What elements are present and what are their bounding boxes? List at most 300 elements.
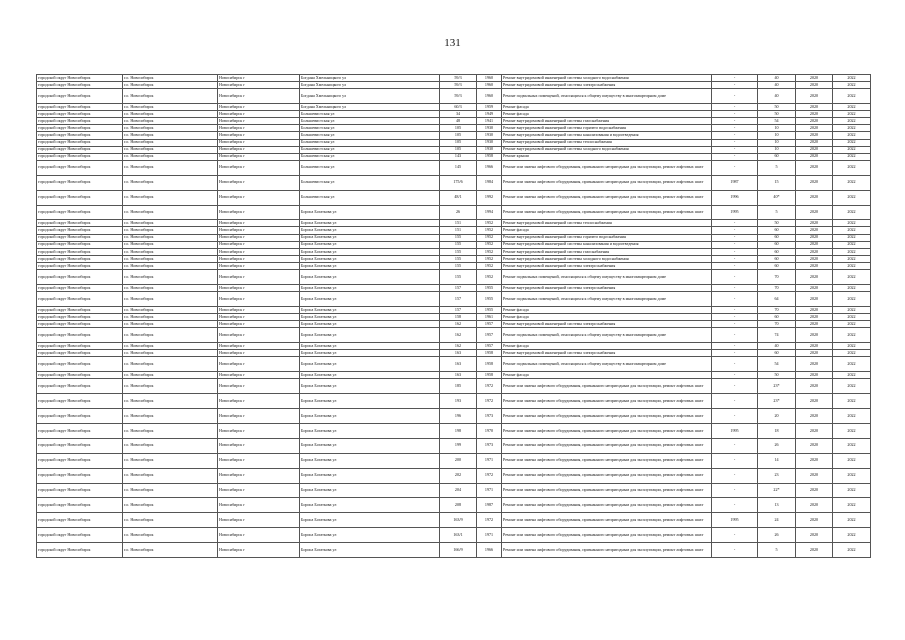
okrug-cell: г.о. Новосибирск: [123, 220, 218, 227]
city-cell: Новосибирск г: [218, 394, 300, 409]
plan-end-year-cell: 2022: [833, 513, 871, 528]
district-cell: городской округ Новосибирск: [37, 528, 123, 543]
table-row: [37, 139, 871, 146]
street-cell: Бориса Богаткова ул: [300, 314, 440, 321]
house-number-cell: 105: [440, 146, 477, 153]
district-cell: городской округ Новосибирск: [37, 379, 123, 394]
previous-repair-year-cell: 1987: [712, 175, 758, 190]
plan-start-year-cell: 2020: [796, 255, 833, 262]
house-number-cell: 185: [440, 379, 477, 394]
work-type-cell: Ремонт или замена лифтового оборудования, признанного непригодным для эксплуатации, ремонт лифтовых шахт: [502, 160, 712, 175]
table-row: [37, 255, 871, 262]
district-cell: городской округ Новосибирск: [37, 111, 123, 118]
street-cell: Бориса Богаткова ул: [300, 248, 440, 255]
build-year-cell: 1972: [477, 394, 502, 409]
table-row: [37, 328, 871, 343]
city-cell: Новосибирск г: [218, 543, 300, 558]
okrug-cell: г.о. Новосибирск: [123, 379, 218, 394]
work-type-cell: Ремонт или замена лифтового оборудования, признанного непригодным для эксплуатации, ремонт лифтовых шахт: [502, 453, 712, 468]
table-row: [37, 190, 871, 205]
build-year-cell: 1957: [477, 343, 502, 350]
house-number-cell: 59/3: [440, 75, 477, 82]
street-cell: Бориса Богаткова ул: [300, 483, 440, 498]
city-cell: Новосибирск г: [218, 139, 300, 146]
city-cell: Новосибирск г: [218, 227, 300, 234]
okrug-cell: г.о. Новосибирск: [123, 498, 218, 513]
street-cell: Бориса Богаткова ул: [300, 468, 440, 483]
build-year-cell: 1958: [477, 372, 502, 379]
plan-start-year-cell: 2020: [796, 453, 833, 468]
okrug-cell: г.о. Новосибирск: [123, 146, 218, 153]
street-cell: Бориса Богаткова ул: [300, 234, 440, 241]
house-number-cell: 60/3: [440, 104, 477, 111]
house-number-cell: 163/9: [440, 513, 477, 528]
okrug-cell: г.о. Новосибирск: [123, 132, 218, 139]
okrug-cell: г.о. Новосибирск: [123, 328, 218, 343]
work-type-cell: Ремонт крыши: [502, 153, 712, 160]
plan-end-year-cell: 2022: [833, 205, 871, 220]
table-row: [37, 343, 871, 350]
previous-repair-year-cell: -: [712, 132, 758, 139]
table-row: [37, 125, 871, 132]
plan-end-year-cell: 2022: [833, 234, 871, 241]
okrug-cell: г.о. Новосибирск: [123, 241, 218, 248]
plan-end-year-cell: 2022: [833, 241, 871, 248]
plan-end-year-cell: 2022: [833, 284, 871, 291]
okrug-cell: г.о. Новосибирск: [123, 350, 218, 357]
okrug-cell: г.о. Новосибирск: [123, 270, 218, 285]
wear-percent-cell: 60: [758, 153, 796, 160]
street-cell: Бориса Богаткова ул: [300, 379, 440, 394]
work-type-cell: Ремонт или замена лифтового оборудования, признанного непригодным для эксплуатации, ремонт лифтовых шахт: [502, 409, 712, 424]
table-row: [37, 205, 871, 220]
plan-end-year-cell: 2022: [833, 125, 871, 132]
okrug-cell: г.о. Новосибирск: [123, 248, 218, 255]
district-cell: городской округ Новосибирск: [37, 468, 123, 483]
table-row: [37, 104, 871, 111]
okrug-cell: г.о. Новосибирск: [123, 118, 218, 125]
district-cell: городской округ Новосибирск: [37, 438, 123, 453]
city-cell: Новосибирск г: [218, 82, 300, 89]
build-year-cell: 1952: [477, 220, 502, 227]
work-type-cell: Ремонт или замена лифтового оборудования, признанного непригодным для эксплуатации, ремонт лифтовых шахт: [502, 175, 712, 190]
previous-repair-year-cell: -: [712, 75, 758, 82]
previous-repair-year-cell: 1995: [712, 513, 758, 528]
city-cell: Новосибирск г: [218, 528, 300, 543]
previous-repair-year-cell: -: [712, 453, 758, 468]
previous-repair-year-cell: -: [712, 153, 758, 160]
previous-repair-year-cell: -: [712, 314, 758, 321]
plan-end-year-cell: 2022: [833, 139, 871, 146]
plan-end-year-cell: 2022: [833, 292, 871, 307]
district-cell: городской округ Новосибирск: [37, 357, 123, 372]
previous-repair-year-cell: -: [712, 89, 758, 104]
wear-percent-cell: 54: [758, 357, 796, 372]
wear-percent-cell: 70: [758, 284, 796, 291]
plan-end-year-cell: 2022: [833, 220, 871, 227]
previous-repair-year-cell: -: [712, 409, 758, 424]
street-cell: Бориса Богаткова ул: [300, 343, 440, 350]
plan-start-year-cell: 2020: [796, 350, 833, 357]
build-year-cell: 1958: [477, 153, 502, 160]
build-year-cell: 1961: [477, 314, 502, 321]
street-cell: Бориса Богаткова ул: [300, 372, 440, 379]
work-type-cell: Ремонт или замена лифтового оборудования, признанного непригодным для эксплуатации, ремонт лифтовых шахт: [502, 513, 712, 528]
work-type-cell: Ремонт фасада: [502, 314, 712, 321]
plan-start-year-cell: 2020: [796, 438, 833, 453]
district-cell: городской округ Новосибирск: [37, 75, 123, 82]
table-row: [37, 379, 871, 394]
house-number-cell: 151: [440, 220, 477, 227]
district-cell: городской округ Новосибирск: [37, 394, 123, 409]
plan-start-year-cell: 2020: [796, 104, 833, 111]
plan-end-year-cell: 2022: [833, 453, 871, 468]
okrug-cell: г.о. Новосибирск: [123, 438, 218, 453]
work-type-cell: Ремонт или замена лифтового оборудования, признанного непригодным для эксплуатации, ремонт лифтовых шахт: [502, 468, 712, 483]
plan-end-year-cell: 2022: [833, 248, 871, 255]
house-number-cell: 163: [440, 350, 477, 357]
build-year-cell: 1960: [477, 75, 502, 82]
wear-percent-cell: 26: [758, 438, 796, 453]
district-cell: городской округ Новосибирск: [37, 498, 123, 513]
district-cell: городской округ Новосибирск: [37, 423, 123, 438]
table-body: [37, 75, 871, 558]
street-cell: Большевистская ул: [300, 125, 440, 132]
city-cell: Новосибирск г: [218, 241, 300, 248]
plan-start-year-cell: 2020: [796, 89, 833, 104]
plan-start-year-cell: 2020: [796, 543, 833, 558]
plan-start-year-cell: 2020: [796, 175, 833, 190]
city-cell: Новосибирск г: [218, 111, 300, 118]
okrug-cell: г.о. Новосибирск: [123, 528, 218, 543]
city-cell: Новосибирск г: [218, 350, 300, 357]
build-year-cell: 1952: [477, 227, 502, 234]
table-row: [37, 89, 871, 104]
plan-end-year-cell: 2022: [833, 111, 871, 118]
city-cell: Новосибирск г: [218, 248, 300, 255]
okrug-cell: г.о. Новосибирск: [123, 125, 218, 132]
plan-start-year-cell: 2020: [796, 423, 833, 438]
district-cell: городской округ Новосибирск: [37, 328, 123, 343]
table-row: [37, 409, 871, 424]
okrug-cell: г.о. Новосибирск: [123, 227, 218, 234]
okrug-cell: г.о. Новосибирск: [123, 205, 218, 220]
table-row: [37, 423, 871, 438]
work-type-cell: Ремонт внутридомовой инженерной системы газоснабжения: [502, 118, 712, 125]
work-type-cell: Ремонт или замена лифтового оборудования, признанного непригодным для эксплуатации, ремонт лифтовых шахт: [502, 528, 712, 543]
district-cell: городской округ Новосибирск: [37, 248, 123, 255]
build-year-cell: 1994: [477, 205, 502, 220]
district-cell: городской округ Новосибирск: [37, 543, 123, 558]
district-cell: городской округ Новосибирск: [37, 284, 123, 291]
wear-percent-cell: 10: [758, 125, 796, 132]
build-year-cell: 1952: [477, 234, 502, 241]
previous-repair-year-cell: -: [712, 255, 758, 262]
wear-percent-cell: 13: [758, 498, 796, 513]
build-year-cell: 1992: [477, 190, 502, 205]
street-cell: Бориса Богаткова ул: [300, 528, 440, 543]
plan-start-year-cell: 2020: [796, 234, 833, 241]
previous-repair-year-cell: -: [712, 160, 758, 175]
city-cell: Новосибирск г: [218, 423, 300, 438]
city-cell: Новосибирск г: [218, 357, 300, 372]
plan-start-year-cell: 2020: [796, 483, 833, 498]
work-type-cell: Ремонт внутридомовой инженерной системы теплоснабжения: [502, 139, 712, 146]
wear-percent-cell: 40: [758, 75, 796, 82]
plan-start-year-cell: 2020: [796, 153, 833, 160]
plan-end-year-cell: 2022: [833, 89, 871, 104]
table-row: [37, 292, 871, 307]
district-cell: городской округ Новосибирск: [37, 241, 123, 248]
build-year-cell: 1971: [477, 528, 502, 543]
city-cell: Новосибирск г: [218, 438, 300, 453]
work-type-cell: Ремонт внутридомовой инженерной системы электроснабжения: [502, 262, 712, 269]
district-cell: городской округ Новосибирск: [37, 453, 123, 468]
work-type-cell: Ремонт внутридомовой инженерной системы канализования и водоотведения: [502, 241, 712, 248]
city-cell: Новосибирск г: [218, 132, 300, 139]
build-year-cell: 1930: [477, 139, 502, 146]
street-cell: Большевистская ул: [300, 111, 440, 118]
wear-percent-cell: 60: [758, 314, 796, 321]
table-row: [37, 357, 871, 372]
work-type-cell: Ремонт внутридомовой инженерной системы электроснабжения: [502, 350, 712, 357]
plan-start-year-cell: 2020: [796, 125, 833, 132]
plan-end-year-cell: 2022: [833, 104, 871, 111]
city-cell: Новосибирск г: [218, 513, 300, 528]
house-number-cell: 196: [440, 409, 477, 424]
district-cell: городской округ Новосибирск: [37, 262, 123, 269]
wear-percent-cell: 26: [758, 528, 796, 543]
plan-start-year-cell: 2020: [796, 372, 833, 379]
build-year-cell: 1955: [477, 306, 502, 313]
plan-start-year-cell: 2020: [796, 75, 833, 82]
plan-start-year-cell: 2020: [796, 306, 833, 313]
district-cell: городской округ Новосибирск: [37, 234, 123, 241]
build-year-cell: 1987: [477, 498, 502, 513]
house-number-cell: 193: [440, 394, 477, 409]
okrug-cell: г.о. Новосибирск: [123, 175, 218, 190]
plan-start-year-cell: 2020: [796, 321, 833, 328]
plan-start-year-cell: 2020: [796, 146, 833, 153]
house-number-cell: 151: [440, 227, 477, 234]
plan-start-year-cell: 2020: [796, 284, 833, 291]
work-type-cell: Ремонт внутридомовой инженерной системы электроснабжения: [502, 321, 712, 328]
city-cell: Новосибирск г: [218, 343, 300, 350]
house-number-cell: 163: [440, 372, 477, 379]
wear-percent-cell: 70: [758, 270, 796, 285]
district-cell: городской округ Новосибирск: [37, 409, 123, 424]
plan-end-year-cell: 2022: [833, 528, 871, 543]
street-cell: Бориса Богаткова ул: [300, 205, 440, 220]
plan-start-year-cell: 2020: [796, 160, 833, 175]
work-type-cell: Ремонт или замена лифтового оборудования, признанного непригодным для эксплуатации, ремонт лифтовых шахт: [502, 483, 712, 498]
plan-end-year-cell: 2022: [833, 350, 871, 357]
okrug-cell: г.о. Новосибирск: [123, 190, 218, 205]
city-cell: Новосибирск г: [218, 125, 300, 132]
okrug-cell: г.о. Новосибирск: [123, 104, 218, 111]
house-number-cell: 166/9: [440, 543, 477, 558]
wear-percent-cell: 60: [758, 234, 796, 241]
previous-repair-year-cell: -: [712, 350, 758, 357]
work-type-cell: Ремонт подвальных помещений, относящихся к общему имуществу в многоквартирном доме: [502, 357, 712, 372]
previous-repair-year-cell: 1996: [712, 190, 758, 205]
build-year-cell: 1960: [477, 89, 502, 104]
city-cell: Новосибирск г: [218, 160, 300, 175]
house-number-cell: 145: [440, 160, 477, 175]
city-cell: Новосибирск г: [218, 284, 300, 291]
plan-end-year-cell: 2022: [833, 543, 871, 558]
previous-repair-year-cell: -: [712, 227, 758, 234]
build-year-cell: 1930: [477, 132, 502, 139]
build-year-cell: 1957: [477, 328, 502, 343]
house-number-cell: 202: [440, 468, 477, 483]
wear-percent-cell: 23*: [758, 394, 796, 409]
previous-repair-year-cell: -: [712, 321, 758, 328]
street-cell: Бориса Богаткова ул: [300, 270, 440, 285]
house-number-cell: 143: [440, 153, 477, 160]
wear-percent-cell: 60: [758, 248, 796, 255]
wear-percent-cell: 40: [758, 82, 796, 89]
okrug-cell: г.о. Новосибирск: [123, 255, 218, 262]
table-row: [37, 132, 871, 139]
work-type-cell: Ремонт внутридомовой инженерной системы холодного водоснабжения: [502, 255, 712, 262]
city-cell: Новосибирск г: [218, 498, 300, 513]
district-cell: городской округ Новосибирск: [37, 227, 123, 234]
district-cell: городской округ Новосибирск: [37, 513, 123, 528]
okrug-cell: г.о. Новосибирск: [123, 321, 218, 328]
plan-start-year-cell: 2020: [796, 111, 833, 118]
work-type-cell: Ремонт внутридомовой инженерной системы канализования и водоотведения: [502, 132, 712, 139]
build-year-cell: 1970: [477, 423, 502, 438]
house-number-cell: 198: [440, 423, 477, 438]
city-cell: Новосибирск г: [218, 262, 300, 269]
wear-percent-cell: 24: [758, 513, 796, 528]
build-year-cell: 1930: [477, 125, 502, 132]
work-type-cell: Ремонт или замена лифтового оборудования, признанного непригодным для эксплуатации, ремонт лифтовых шахт: [502, 190, 712, 205]
house-number-cell: 199: [440, 438, 477, 453]
district-cell: городской округ Новосибирск: [37, 82, 123, 89]
street-cell: Бориса Богаткова ул: [300, 350, 440, 357]
street-cell: Бориса Богаткова ул: [300, 220, 440, 227]
district-cell: городской округ Новосибирск: [37, 160, 123, 175]
wear-percent-cell: 70: [758, 321, 796, 328]
table-row: [37, 118, 871, 125]
wear-percent-cell: 18: [758, 423, 796, 438]
wear-percent-cell: 54: [758, 118, 796, 125]
previous-repair-year-cell: -: [712, 394, 758, 409]
house-number-cell: 157: [440, 306, 477, 313]
table-row: [37, 372, 871, 379]
work-type-cell: Ремонт фасада: [502, 372, 712, 379]
plan-start-year-cell: 2020: [796, 328, 833, 343]
district-cell: городской округ Новосибирск: [37, 372, 123, 379]
house-number-cell: 162: [440, 321, 477, 328]
plan-start-year-cell: 2020: [796, 528, 833, 543]
previous-repair-year-cell: -: [712, 139, 758, 146]
build-year-cell: 1957: [477, 321, 502, 328]
okrug-cell: г.о. Новосибирск: [123, 111, 218, 118]
wear-percent-cell: 50: [758, 111, 796, 118]
plan-end-year-cell: 2022: [833, 483, 871, 498]
work-type-cell: Ремонт внутридомовой инженерной системы холодного водоснабжения: [502, 75, 712, 82]
wear-percent-cell: 64: [758, 292, 796, 307]
street-cell: Бориса Богаткова ул: [300, 255, 440, 262]
house-number-cell: 105: [440, 132, 477, 139]
build-year-cell: 1955: [477, 292, 502, 307]
work-type-cell: Ремонт подвальных помещений, относящихся к общему имуществу в многоквартирном доме: [502, 270, 712, 285]
plan-end-year-cell: 2022: [833, 132, 871, 139]
table-row: [37, 270, 871, 285]
plan-start-year-cell: 2020: [796, 513, 833, 528]
district-cell: городской округ Новосибирск: [37, 255, 123, 262]
wear-percent-cell: 40: [758, 89, 796, 104]
street-cell: Бориса Богаткова ул: [300, 498, 440, 513]
table-row: [37, 82, 871, 89]
wear-percent-cell: 60: [758, 350, 796, 357]
previous-repair-year-cell: -: [712, 82, 758, 89]
wear-percent-cell: 10: [758, 146, 796, 153]
house-number-cell: 162: [440, 328, 477, 343]
district-cell: городской округ Новосибирск: [37, 343, 123, 350]
work-type-cell: Ремонт внутридомовой инженерной системы горячего водоснабжения: [502, 234, 712, 241]
build-year-cell: 1930: [477, 146, 502, 153]
district-cell: городской округ Новосибирск: [37, 292, 123, 307]
plan-start-year-cell: 2020: [796, 292, 833, 307]
build-year-cell: 1972: [477, 468, 502, 483]
table-row: [37, 111, 871, 118]
plan-end-year-cell: 2022: [833, 75, 871, 82]
city-cell: Новосибирск г: [218, 175, 300, 190]
street-cell: Богдана Хмельницкого ул: [300, 89, 440, 104]
plan-end-year-cell: 2022: [833, 255, 871, 262]
okrug-cell: г.о. Новосибирск: [123, 262, 218, 269]
district-cell: городской округ Новосибирск: [37, 321, 123, 328]
city-cell: Новосибирск г: [218, 321, 300, 328]
wear-percent-cell: 40*: [758, 190, 796, 205]
previous-repair-year-cell: -: [712, 483, 758, 498]
okrug-cell: г.о. Новосибирск: [123, 306, 218, 313]
okrug-cell: г.о. Новосибирск: [123, 314, 218, 321]
okrug-cell: г.о. Новосибирск: [123, 139, 218, 146]
plan-end-year-cell: 2022: [833, 468, 871, 483]
district-cell: городской округ Новосибирск: [37, 153, 123, 160]
house-number-cell: 200: [440, 453, 477, 468]
table-row: [37, 350, 871, 357]
house-number-cell: 155: [440, 255, 477, 262]
city-cell: Новосибирск г: [218, 255, 300, 262]
plan-end-year-cell: 2022: [833, 175, 871, 190]
plan-start-year-cell: 2020: [796, 314, 833, 321]
build-year-cell: 1941: [477, 118, 502, 125]
city-cell: Новосибирск г: [218, 468, 300, 483]
city-cell: Новосибирск г: [218, 146, 300, 153]
table-row: [37, 513, 871, 528]
house-number-cell: 157: [440, 292, 477, 307]
previous-repair-year-cell: -: [712, 306, 758, 313]
table-row: [37, 468, 871, 483]
plan-end-year-cell: 2022: [833, 343, 871, 350]
plan-start-year-cell: 2020: [796, 468, 833, 483]
plan-start-year-cell: 2020: [796, 205, 833, 220]
work-type-cell: Ремонт внутридомовой инженерной системы газоснабжения: [502, 248, 712, 255]
street-cell: Бориса Богаткова ул: [300, 241, 440, 248]
house-number-cell: 48: [440, 118, 477, 125]
plan-start-year-cell: 2020: [796, 220, 833, 227]
plan-end-year-cell: 2022: [833, 423, 871, 438]
street-cell: Бориса Богаткова ул: [300, 292, 440, 307]
city-cell: Новосибирск г: [218, 153, 300, 160]
table-row: [37, 241, 871, 248]
